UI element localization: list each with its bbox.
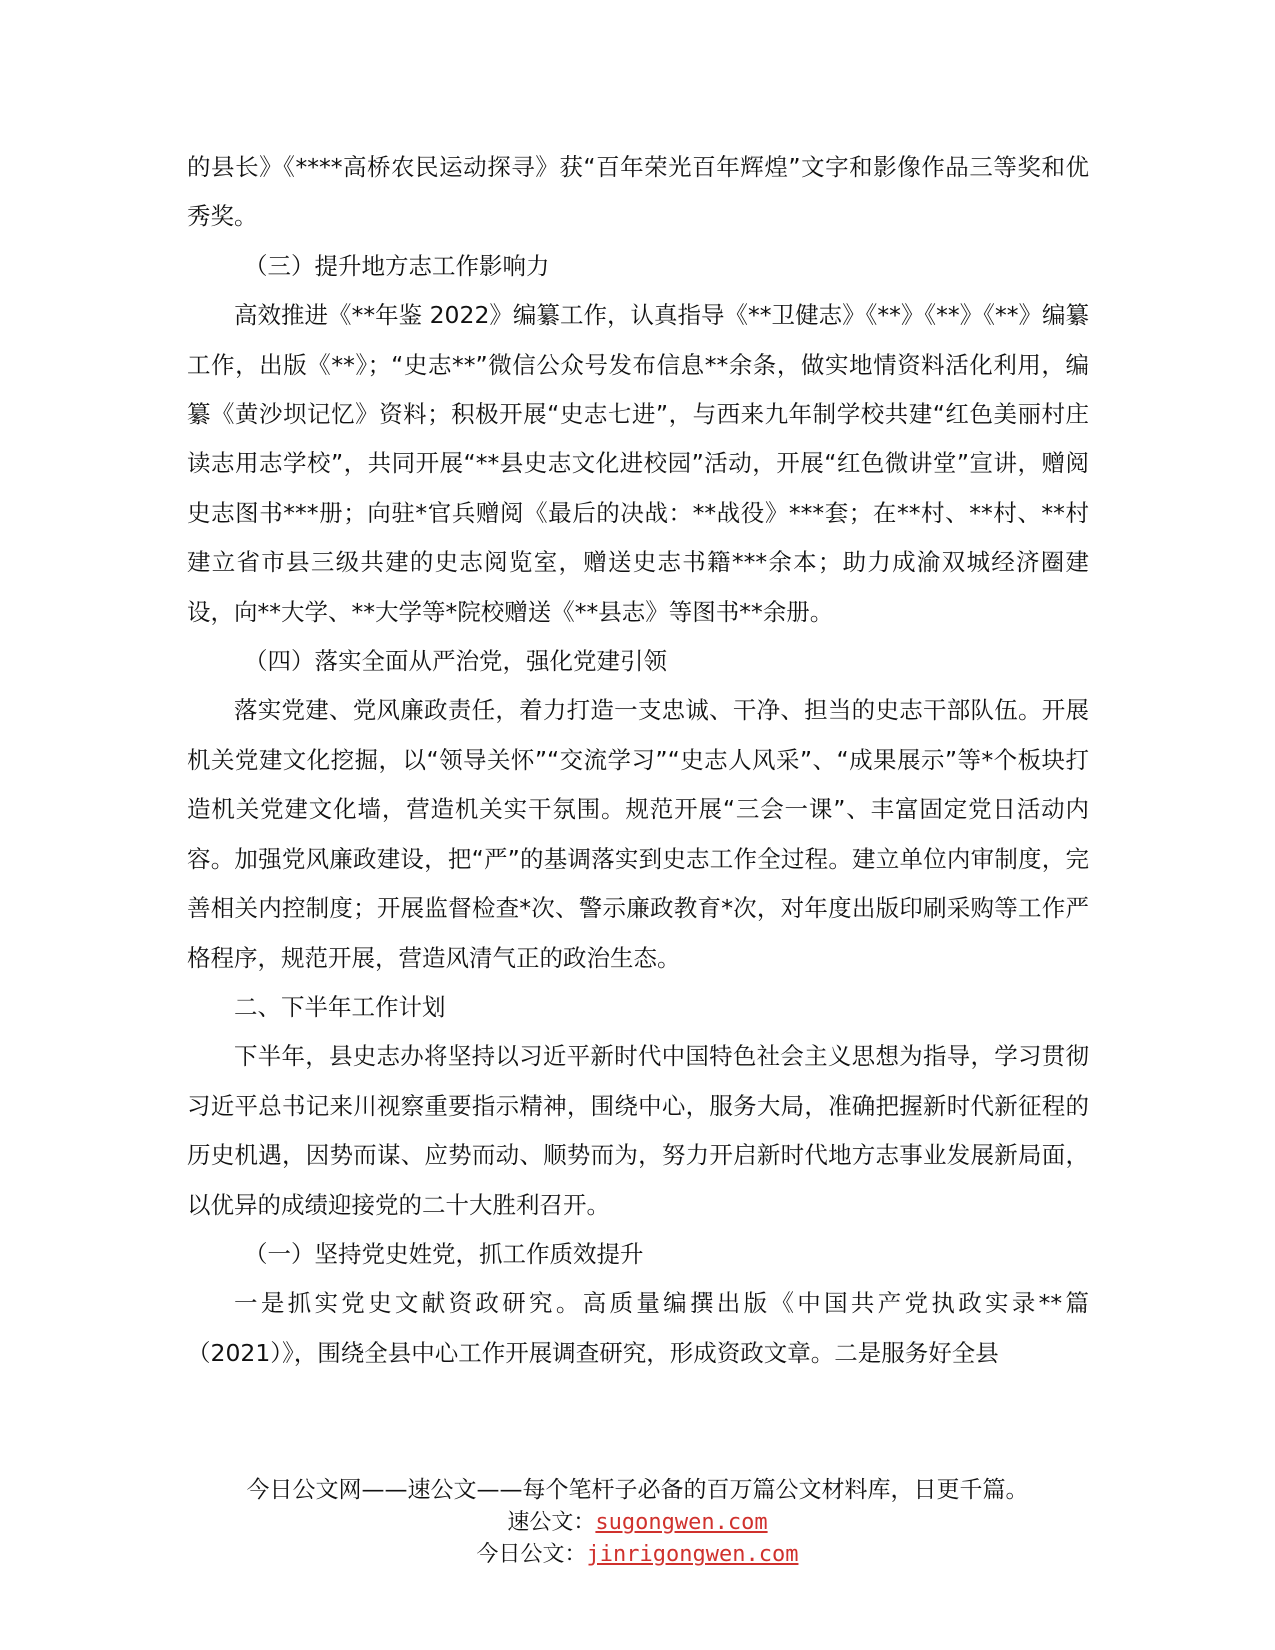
paragraph-5: 一是抓实党史文献资政研究。高质量编撰出版《中国共产党执政实录**篇（2021）》，围绕全县中心工作开展调查研究，形成资政文章。二是服务好全县 [187,1289,1089,1367]
footer-jinrigongwen-label: 今日公文： [476,1542,587,1567]
footer-sugongwen-label: 速公文： [507,1510,596,1535]
chapter-heading-2: 二、下半年工作计划 [234,992,446,1021]
section-heading-3: （三）提升地方志工作影响力 [244,251,550,280]
section-heading-4: （四）落实全面从严治党，强化党建引领 [244,647,667,676]
jinrigongwen-link[interactable]: jinrigongwen.com [586,1542,799,1567]
paragraph-3: 落实党建、党风廉政责任，着力打造一支忠诚、干净、担当的史志干部队伍。开展机关党建文化挖掘，以“领导关怀”“交流学习”“史志人风采”、“成果展示”等*个板块打造机关党建文化墙，营造机关实干氛围。规范开展“三会一课”、丰富固定党日活动内容。加强党风廉政建设，把“严”的基调落实到史志工作全过程。建立单位内审制度，完善相关内控制度；开展监督检查*次、警示廉政教育*次，对年度出版印刷采购等工作严格程序，规范开展，营造风清气正的政治生态。 [187,696,1089,972]
footer-jinrigongwen [0,1540,1275,1570]
sugongwen-link[interactable]: sugongwen.com [595,1510,768,1535]
footer-sugongwen [0,1508,1275,1538]
document-body [187,143,1089,1378]
paragraph-2: 高效推进《**年鉴 2022》编纂工作，认真指导《**卫健志》《**》《**》《**》编纂工作，出版《**》；“史志**”微信公众号发布信息**余条，做实地情资料活化利用，编纂《黄沙坝记忆》资料；积极开展“史志七进”，与西来九年制学校共建“红色美丽村庄读志用志学校”，共同开展“**县史志文化进校园”活动，开展“红色微讲堂”宣讲，赠阅史志图书***册；向驻*官兵赠阅《最后的决战：**战役》***套；在**村、**村、**村建立省市县三级共建的史志阅览室，赠送史志书籍***余本；助力成渝双城经济圈建设，向**大学、**大学等*院校赠送《**县志》等图书**余册。 [187,301,1089,626]
footer-slogan: 今日公文网——速公文——每个笔杆子必备的百万篇公文材料库，日更千篇。 [246,1477,1029,1503]
paragraph-4: 下半年，县史志办将坚持以习近平新时代中国特色社会主义思想为指导，学习贯彻习近平总书记来川视察重要指示精神，围绕中心，服务大局，准确把握新时代新征程的历史机遇，因势而谋、应势而动、顺势而为，努力开启新时代地方志事业发展新局面，以优异的成绩迎接党的二十大胜利召开。 [187,1042,1089,1219]
section-heading-1: （一）坚持党史姓党，抓工作质效提升 [244,1239,644,1268]
paragraph-1: 的县长》《****高桥农民运动探寻》获“百年荣光百年辉煌”文字和影像作品三等奖和优秀奖。 [187,153,1089,231]
